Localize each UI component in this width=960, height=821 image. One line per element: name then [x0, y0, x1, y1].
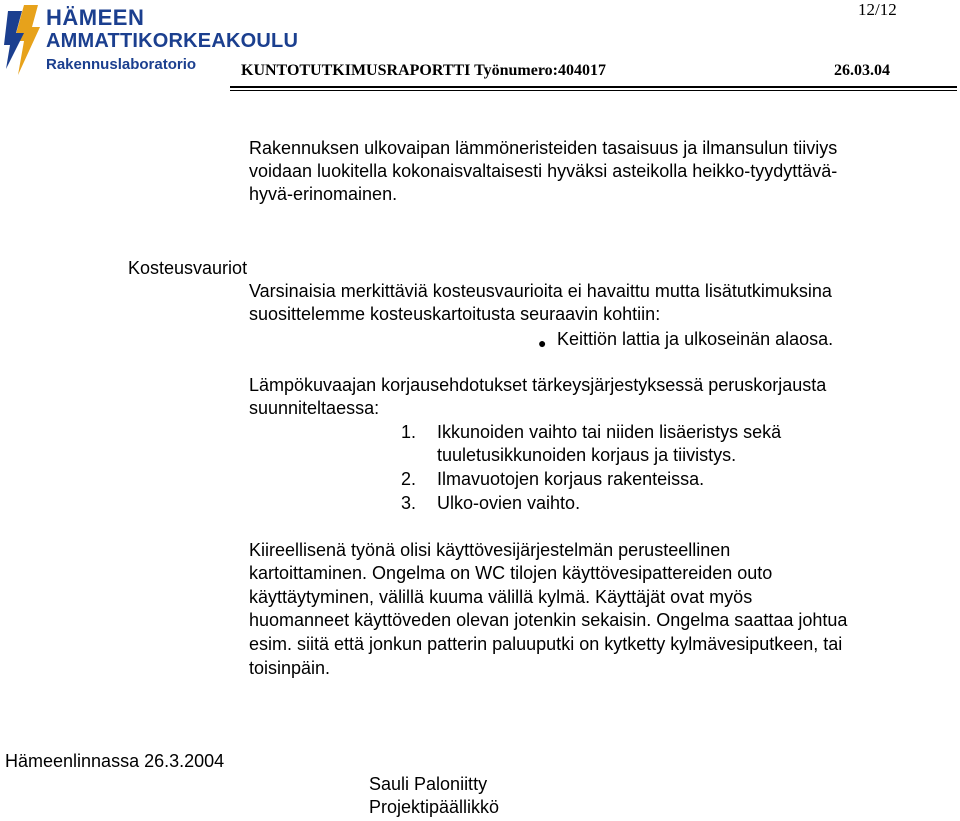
signer-name: Sauli Paloniitty [369, 774, 488, 794]
final-line-1: Kiireellisenä työnä olisi käyttövesijärjestelmän perusteellinen [249, 540, 731, 560]
list-number-1: 1. [401, 422, 417, 442]
list-item-1-line-2: tuuletusikkunoiden korjaus ja tiivistys. [437, 445, 737, 465]
report-date: 26.03.04 [834, 62, 890, 79]
bullet-item: Keittiön lattia ja ulkoseinän alaosa. [557, 329, 834, 349]
section-heading: Kosteusvauriot [128, 258, 248, 278]
recommend-line-1: Lämpökuvaajan korjausehdotukset tärkeysjärjestyksessä peruskorjausta [249, 375, 827, 395]
intro-line-2: voidaan luokitella kokonaisvaltaisesti hyväksi asteikolla heikko-tyydyttävä- [249, 161, 838, 181]
header-divider [230, 86, 957, 88]
intro-line-1: Rakennuksen ulkovaipan lämmöneristeiden tasaisuus ja ilmansulun tiiviys [249, 138, 838, 158]
bullet-icon: ● [538, 335, 547, 351]
list-number-2: 2. [401, 469, 417, 489]
final-line-5: esim. siitä että jonkun patterin paluuputki on kytketty kylmävesiputkeen, tai [249, 634, 843, 654]
list-item-1-line-1: Ikkunoiden vaihto tai niiden lisäeristys sekä [437, 422, 782, 442]
logo-text-line1: HÄMEEN [46, 5, 145, 30]
place-date: Hämeenlinnassa 26.3.2004 [5, 751, 225, 771]
logo-mark-icon [4, 3, 44, 77]
final-line-4: huomanneet käyttöveden olevan jotenkin sekaisin. Ongelma saattaa johtua [249, 610, 848, 630]
list-item-2: Ilmavuotojen korjaus rakenteissa. [437, 469, 705, 489]
logo-text-line3: Rakennuslaboratorio [46, 56, 197, 73]
intro-line-3: hyvä-erinomainen. [249, 184, 398, 204]
moisture-line-1: Varsinaisia merkittäviä kosteusvaurioita ei havaittu mutta lisätutkimuksina [249, 281, 832, 301]
recommend-line-2: suunniteltaessa: [249, 398, 380, 418]
page-number: 12/12 [858, 0, 897, 19]
signer-title: Projektipäällikkö [369, 797, 500, 817]
final-line-3: käyttäytyminen, välillä kuuma välillä kylmä. Käyttäjät ovat myös [249, 587, 753, 607]
moisture-line-2: suosittelemme kosteuskartoitusta seuraavin kohtiin: [249, 304, 661, 324]
final-line-6: toisinpäin. [249, 658, 331, 678]
logo-text-line2: AMMATTIKORKEAKOULU [46, 30, 299, 52]
report-title: KUNTOTUTKIMUSRAPORTTI Työnumero:404017 [241, 62, 606, 79]
list-number-3: 3. [401, 493, 417, 513]
final-line-2: kartoittaminen. Ongelma on WC tilojen käyttövesipattereiden outo [249, 563, 773, 583]
header-divider-thin [230, 90, 957, 91]
list-item-3: Ulko-ovien vaihto. [437, 493, 581, 513]
school-logo [4, 3, 299, 81]
